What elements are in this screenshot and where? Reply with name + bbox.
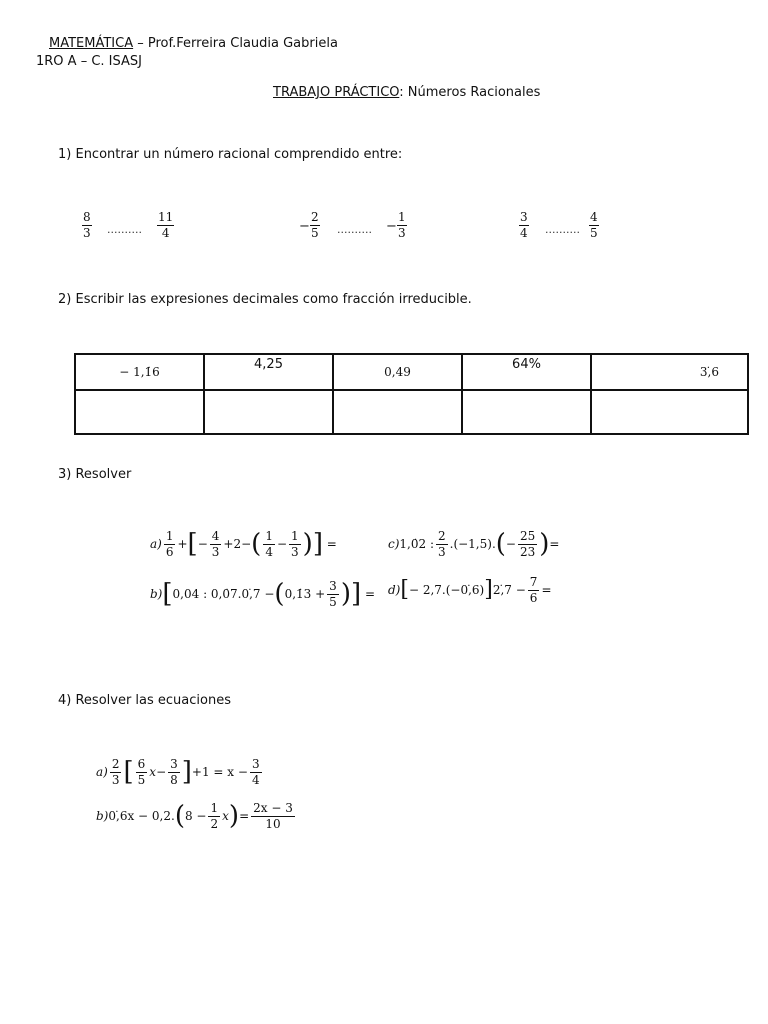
header-line-1 xyxy=(49,36,338,51)
q2-table xyxy=(74,353,749,435)
q1-dots-2: .......... xyxy=(337,223,372,236)
q2-cell-1: − 1,1̇6 xyxy=(75,354,204,390)
q1-pair2-b: 1 3 xyxy=(398,210,406,241)
q2-cell-2: 4,25 xyxy=(204,354,333,390)
q3-expr-c: c) 1,0̇2 : $\frac{2}{3}$ .(−1,5). ( − $\frac{25}{23}$ ) = xyxy=(388,529,560,560)
q1-pair3-a: 3 4 xyxy=(520,210,528,241)
q1-prompt: 1) Encontrar un número racional comprendido entre: xyxy=(58,147,403,162)
title-topic: : Números Racionales xyxy=(399,85,541,100)
q4-prompt: 4) Resolver las ecuaciones xyxy=(58,693,231,708)
q3-expr-d: d) [ − 2,7.(−0,̇6) ] 2,̇7 − $\frac{7}{6}$ = xyxy=(388,575,552,605)
answer-cell-1[interactable] xyxy=(75,390,204,434)
q4-expr-b: b) 0,̇6x − 0,2. ( 8 − $\frac{1}{2}$ x ) = $\frac{2x - 3}{10}$ xyxy=(96,801,293,832)
q2-cell-4: 64% xyxy=(462,354,591,390)
subject: MATEMÁTICA xyxy=(49,36,134,51)
q2-cell-3: 0,49 xyxy=(333,354,462,390)
q3-expr-b: b) [ 0,04 : 0,0̇7.0,̇7 − ( 0,1̇3 + $\frac{3}{5}$ ) ] = xyxy=(150,579,375,610)
q1-dots-1: .......... xyxy=(107,223,142,236)
q3-prompt: 3) Resolver xyxy=(58,467,132,482)
q1-minus-2: − xyxy=(386,219,397,234)
professor: – Prof.Ferreira Claudia Gabriela xyxy=(133,36,338,51)
doc-title xyxy=(273,85,540,100)
q1-pair2-a: 2 5 xyxy=(311,210,319,241)
q1-pair1-a: 8 3 xyxy=(83,210,91,241)
q2-prompt: 2) Escribir las expresiones decimales como fracción irreducible. xyxy=(58,292,472,307)
q1-dots-3: .......... xyxy=(545,223,580,236)
q4-expr-a: a) $\frac{2}{3}$ [ $\frac{6}{5}$ x − $\frac{3}{8}$ ] +1 = x − $\frac{3}{4}$ xyxy=(96,757,260,788)
answer-cell-5[interactable] xyxy=(591,390,748,434)
answer-cell-3[interactable] xyxy=(333,390,462,434)
course: 1RO A – C. ISASJ xyxy=(36,54,142,69)
q1-pair1-b: 11 4 xyxy=(158,210,174,241)
q2-cell-5: 3,̇6 xyxy=(591,354,748,390)
title-label: TRABAJO PRÁCTICO xyxy=(273,85,400,100)
q1-minus-1: − xyxy=(299,219,310,234)
q3-expr-a: a) $\frac{1}{6}$ + [ − $\frac{4}{3}$ + 2 − ( $\frac{1}{4}$ − $\frac{1}{3}$ ) ] = xyxy=(150,529,337,560)
answer-cell-4[interactable] xyxy=(462,390,591,434)
q1-pair3-b: 4 5 xyxy=(590,210,598,241)
answer-cell-2[interactable] xyxy=(204,390,333,434)
